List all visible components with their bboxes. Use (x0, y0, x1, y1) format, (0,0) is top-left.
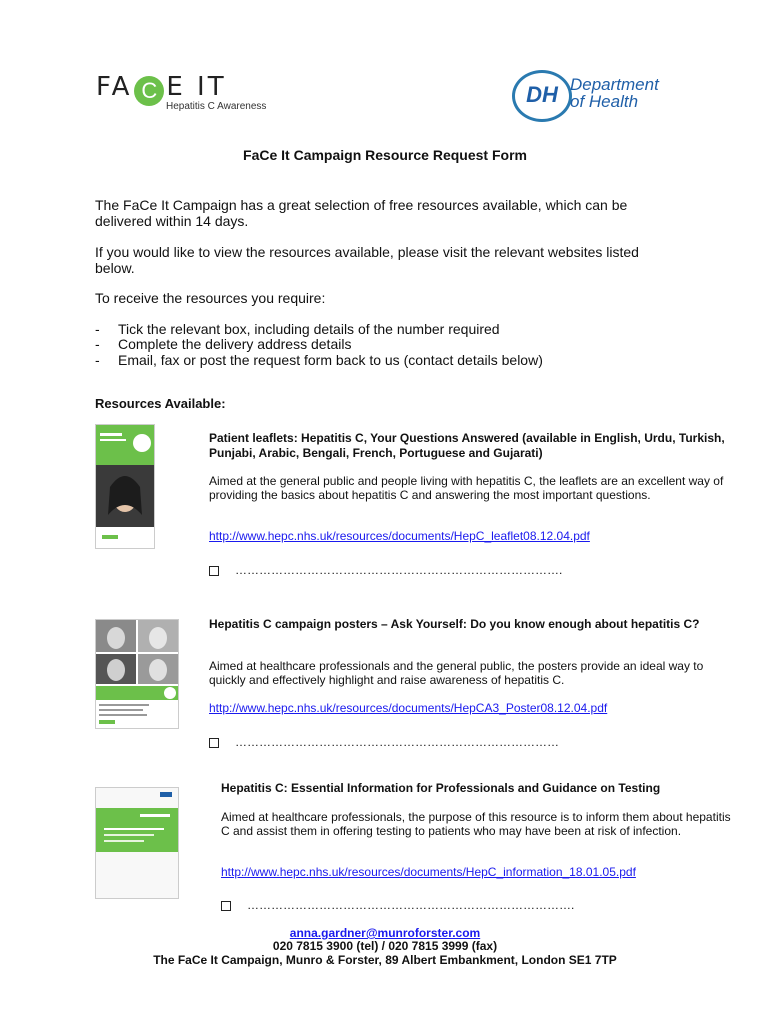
resource-title: Hepatitis C campaign posters – Ask Yourself: Do you know enough about hepatitis C? (209, 617, 700, 631)
contact-phone-fax: 020 7815 3900 (tel) / 020 7815 3999 (fax) (272, 939, 498, 953)
guide-thumbnail-image (96, 788, 178, 898)
resource-description: Aimed at healthcare professionals, the purpose of this resource is to inform them about hepatitis C and assist them in offering testing to patients who may have been at risk of infection. (221, 810, 731, 838)
resource-title: Patient leaflets: Hepatitis C, Your Questions Answered (available in English, Urdu, Turkish, Punjabi, Arabic, Bengali, French, Portuguese and Gujarati) (209, 431, 725, 460)
contact-address: The FaCe It Campaign, Munro & Forster, 89 Albert Embankment, London SE1 7TP (153, 953, 617, 967)
resource-description: Aimed at healthcare professionals and the general public, the posters provide an ideal way to quickly and effectively highlight and raise awareness of hepatitis C. (209, 659, 704, 687)
resource-link[interactable]: http://www.hepc.nhs.uk/resources/documents/HepCA3_Poster08.12.04.pdf (209, 701, 608, 715)
poster-thumbnail (95, 619, 179, 729)
quantity-line[interactable]: ………………………………………………………………………. (235, 563, 563, 577)
dh-wordmark-line1: Department (570, 75, 659, 94)
resource-link[interactable]: http://www.hepc.nhs.uk/resources/documents/HepC_leaflet08.12.04.pdf (209, 529, 590, 543)
dh-wordmark (570, 76, 659, 110)
guide-thumbnail (95, 787, 179, 899)
quantity-row (209, 563, 562, 577)
quantity-line[interactable]: ………………………………………………………………………. (247, 898, 575, 912)
resource-checkbox[interactable] (221, 901, 231, 911)
leaflet-thumbnail (95, 424, 155, 549)
intro-paragraph-1: The FaCe It Campaign has a great selection of free resources available, which can be delivered within 14 days. (95, 197, 628, 229)
face-it-logo-circle: C (134, 76, 164, 106)
intro-paragraph-3: To receive the resources you require: (95, 290, 326, 306)
quantity-line[interactable]: ……………………………………………………………………… (235, 735, 559, 749)
leaflet-thumbnail-image (96, 425, 154, 548)
face-it-logo-text-post: E IT (166, 72, 227, 102)
resource-link[interactable]: http://www.hepc.nhs.uk/resources/documents/HepC_information_18.01.05.pdf (221, 865, 636, 879)
department-of-health-logo (512, 70, 672, 120)
resource-checkbox[interactable] (209, 738, 219, 748)
resource-description: Aimed at the general public and people living with hepatitis C, the leaflets are an excellent way of providing the basics about hepatitis C and answering the most important questions. (209, 474, 724, 502)
intro-paragraph-2: If you would like to view the resources available, please visit the relevant websites listed below. (95, 244, 639, 276)
step-item: - Complete the delivery address details (95, 336, 352, 352)
step-item: - Tick the relevant box, including details of the number required (95, 321, 500, 337)
dh-badge: DH (512, 70, 572, 122)
poster-thumbnail-image (96, 620, 178, 728)
resource-checkbox[interactable] (209, 566, 219, 576)
step-item: - Email, fax or post the request form back to us (contact details below) (95, 352, 543, 368)
form-title: FaCe It Campaign Resource Request Form (243, 147, 527, 163)
resource-title: Hepatitis C: Essential Information for Professionals and Guidance on Testing (221, 781, 661, 795)
face-it-logo-text-pre: FA (96, 72, 133, 102)
face-it-logo-subtitle: Hepatitis C Awareness (166, 101, 267, 112)
quantity-row (221, 898, 574, 912)
resources-heading: Resources Available: (95, 396, 226, 411)
dh-wordmark-line2: of Health (570, 92, 639, 111)
quantity-row (209, 735, 559, 749)
contact-email-link[interactable]: anna.gardner@munroforster.com (289, 926, 481, 940)
face-it-logo (96, 72, 276, 114)
